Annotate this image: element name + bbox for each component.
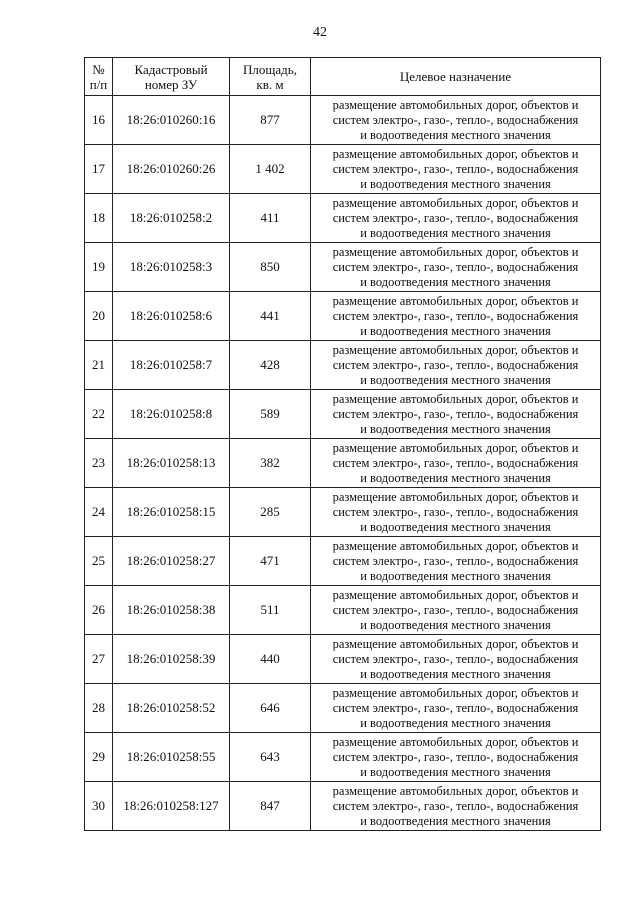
row-number: 16 bbox=[85, 96, 113, 145]
row-number: 25 bbox=[85, 537, 113, 586]
cadastral-number: 18:26:010258:52 bbox=[113, 684, 230, 733]
area-value: 285 bbox=[230, 488, 311, 537]
cadastral-number: 18:26:010258:127 bbox=[113, 782, 230, 831]
row-number: 28 bbox=[85, 684, 113, 733]
table-header-row bbox=[85, 58, 601, 96]
row-number: 18 bbox=[85, 194, 113, 243]
purpose-text: размещение автомобильных дорог, объектов и систем электро-, газо-, тепло-, водоснабжения и водоотведения местного значения bbox=[311, 341, 601, 390]
row-number: 30 bbox=[85, 782, 113, 831]
land-plots-table bbox=[84, 57, 601, 831]
table-row bbox=[85, 96, 601, 145]
area-value: 646 bbox=[230, 684, 311, 733]
area-value: 441 bbox=[230, 292, 311, 341]
table-row bbox=[85, 292, 601, 341]
table-row bbox=[85, 341, 601, 390]
purpose-text: размещение автомобильных дорог, объектов и систем электро-, газо-, тепло-, водоснабжения и водоотведения местного значения bbox=[311, 96, 601, 145]
cadastral-number: 18:26:010258:6 bbox=[113, 292, 230, 341]
cadastral-number: 18:26:010258:3 bbox=[113, 243, 230, 292]
table-row bbox=[85, 733, 601, 782]
header-number: № п/п bbox=[85, 58, 113, 96]
purpose-text: размещение автомобильных дорог, объектов и систем электро-, газо-, тепло-, водоснабжения и водоотведения местного значения bbox=[311, 390, 601, 439]
cadastral-number: 18:26:010260:26 bbox=[113, 145, 230, 194]
table-row bbox=[85, 194, 601, 243]
cadastral-number: 18:26:010258:38 bbox=[113, 586, 230, 635]
purpose-text: размещение автомобильных дорог, объектов и систем электро-, газо-, тепло-, водоснабжения и водоотведения местного значения bbox=[311, 586, 601, 635]
purpose-text: размещение автомобильных дорог, объектов и систем электро-, газо-, тепло-, водоснабжения и водоотведения местного значения bbox=[311, 439, 601, 488]
area-value: 589 bbox=[230, 390, 311, 439]
table-row bbox=[85, 537, 601, 586]
row-number: 29 bbox=[85, 733, 113, 782]
row-number: 20 bbox=[85, 292, 113, 341]
area-value: 440 bbox=[230, 635, 311, 684]
area-value: 382 bbox=[230, 439, 311, 488]
table-row bbox=[85, 488, 601, 537]
cadastral-number: 18:26:010258:39 bbox=[113, 635, 230, 684]
cadastral-number: 18:26:010258:7 bbox=[113, 341, 230, 390]
cadastral-number: 18:26:010258:13 bbox=[113, 439, 230, 488]
area-value: 411 bbox=[230, 194, 311, 243]
cadastral-number: 18:26:010258:8 bbox=[113, 390, 230, 439]
row-number: 22 bbox=[85, 390, 113, 439]
purpose-text: размещение автомобильных дорог, объектов и систем электро-, газо-, тепло-, водоснабжения и водоотведения местного значения bbox=[311, 684, 601, 733]
purpose-text: размещение автомобильных дорог, объектов и систем электро-, газо-, тепло-, водоснабжения и водоотведения местного значения bbox=[311, 488, 601, 537]
purpose-text: размещение автомобильных дорог, объектов и систем электро-, газо-, тепло-, водоснабжения и водоотведения местного значения bbox=[311, 635, 601, 684]
table-row bbox=[85, 635, 601, 684]
row-number: 19 bbox=[85, 243, 113, 292]
row-number: 26 bbox=[85, 586, 113, 635]
table-row bbox=[85, 145, 601, 194]
area-value: 511 bbox=[230, 586, 311, 635]
table-row bbox=[85, 782, 601, 831]
row-number: 27 bbox=[85, 635, 113, 684]
table-row bbox=[85, 586, 601, 635]
row-number: 21 bbox=[85, 341, 113, 390]
area-value: 877 bbox=[230, 96, 311, 145]
area-value: 428 bbox=[230, 341, 311, 390]
header-area: Площадь, кв. м bbox=[230, 58, 311, 96]
header-purpose: Целевое назначение bbox=[311, 58, 601, 96]
purpose-text: размещение автомобильных дорог, объектов и систем электро-, газо-, тепло-, водоснабжения и водоотведения местного значения bbox=[311, 145, 601, 194]
row-number: 24 bbox=[85, 488, 113, 537]
area-value: 847 bbox=[230, 782, 311, 831]
cadastral-number: 18:26:010258:55 bbox=[113, 733, 230, 782]
header-cadastral-number: Кадастровый номер ЗУ bbox=[113, 58, 230, 96]
row-number: 23 bbox=[85, 439, 113, 488]
area-value: 1 402 bbox=[230, 145, 311, 194]
table-row bbox=[85, 439, 601, 488]
purpose-text: размещение автомобильных дорог, объектов и систем электро-, газо-, тепло-, водоснабжения и водоотведения местного значения bbox=[311, 292, 601, 341]
row-number: 17 bbox=[85, 145, 113, 194]
purpose-text: размещение автомобильных дорог, объектов и систем электро-, газо-, тепло-, водоснабжения и водоотведения местного значения bbox=[311, 243, 601, 292]
area-value: 471 bbox=[230, 537, 311, 586]
cadastral-number: 18:26:010258:15 bbox=[113, 488, 230, 537]
purpose-text: размещение автомобильных дорог, объектов и систем электро-, газо-, тепло-, водоснабжения и водоотведения местного значения bbox=[311, 733, 601, 782]
area-value: 643 bbox=[230, 733, 311, 782]
area-value: 850 bbox=[230, 243, 311, 292]
cadastral-number: 18:26:010260:16 bbox=[113, 96, 230, 145]
cadastral-number: 18:26:010258:27 bbox=[113, 537, 230, 586]
table-row bbox=[85, 684, 601, 733]
purpose-text: размещение автомобильных дорог, объектов и систем электро-, газо-, тепло-, водоснабжения и водоотведения местного значения bbox=[311, 194, 601, 243]
cadastral-number: 18:26:010258:2 bbox=[113, 194, 230, 243]
table-row bbox=[85, 243, 601, 292]
table-row bbox=[85, 390, 601, 439]
page-number: 42 bbox=[313, 25, 327, 40]
purpose-text: размещение автомобильных дорог, объектов и систем электро-, газо-, тепло-, водоснабжения и водоотведения местного значения bbox=[311, 782, 601, 831]
purpose-text: размещение автомобильных дорог, объектов и систем электро-, газо-, тепло-, водоснабжения и водоотведения местного значения bbox=[311, 537, 601, 586]
